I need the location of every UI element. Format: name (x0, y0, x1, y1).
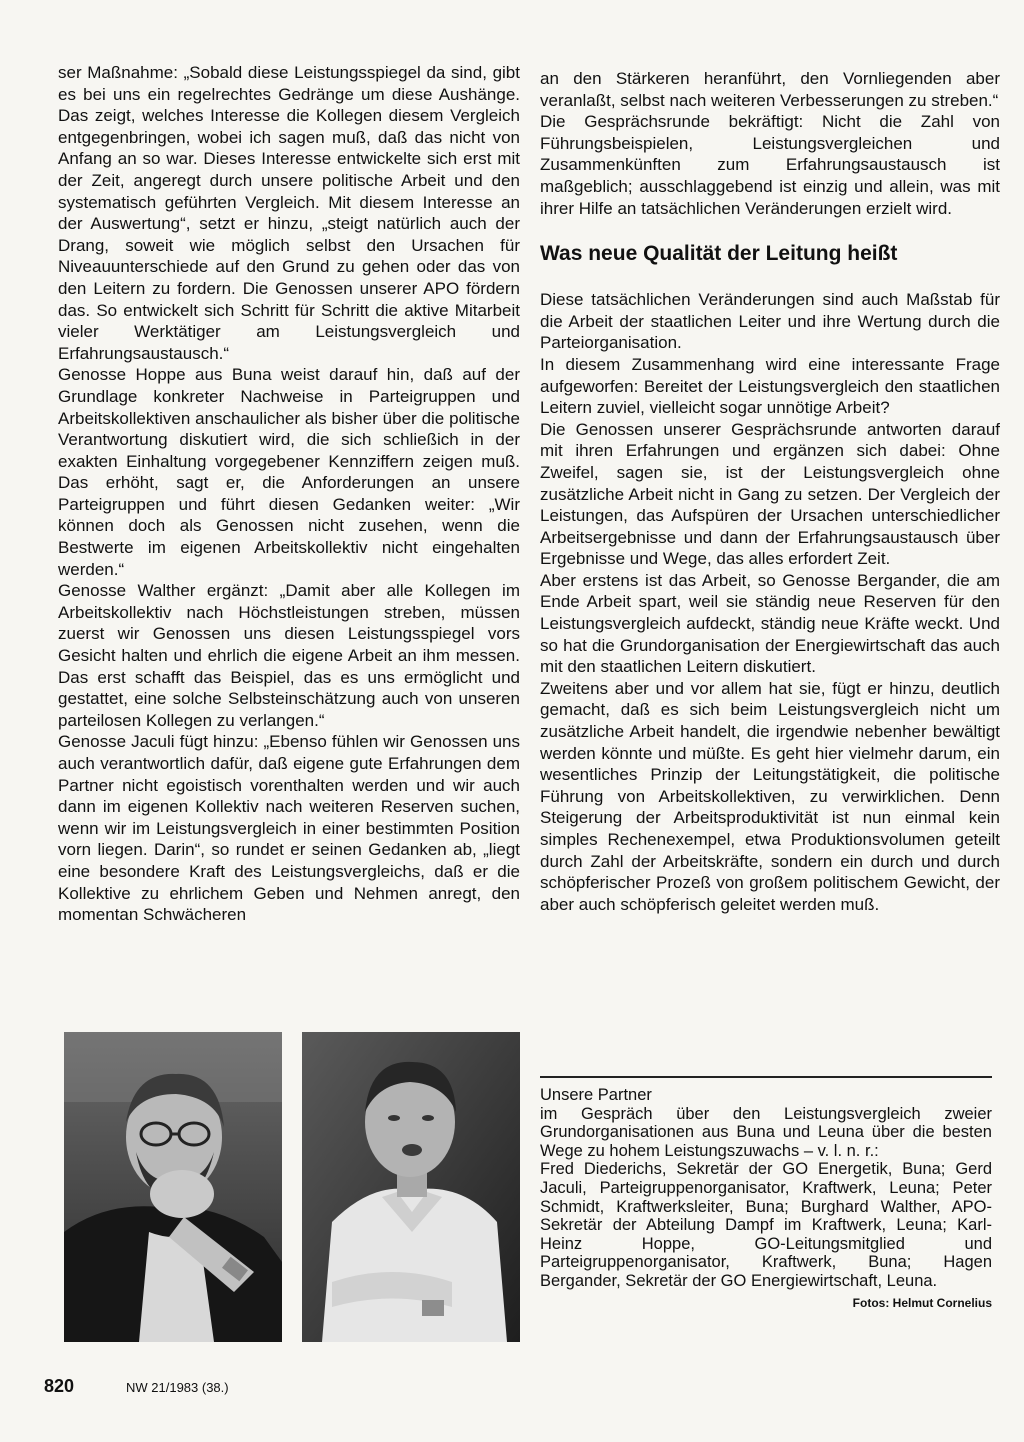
paragraph: Die Gesprächsrunde bekräftigt: Nicht die Zahl von Führungsbeispielen, Leistungsvergleichen und Zusammenkünften zum Erfahrungsaustausch ist maßgeblich; ausschlaggebend ist einzig und allein, was mit ihrer Hilfe an tatsächlichen Veränderungen erzielt wird. (540, 112, 1000, 218)
paragraph: ser Maßnahme: „Sobald diese Leistungsspiegel da sind, gibt es bei uns ein regelrechtes Gedränge um diese Aushänge. Das zeigt, welches Interesse die Kollegen diesem Vergleich entgegenbringen, wobei ich sagen muß, daß das nicht von Anfang an so war. Dieses Interesse entwickelte sich erst mit der Zeit, angeregt durch unsere politische Arbeit und den systematisch geführten Vergleich. Mit diesem Interesse an der Auswertung“, setzt er hinzu, „steigt natürlich auch der Drang, soweit wie möglich selbst den Ursachen für Niveauunterschiede auf den Grund zu gehen oder das von den Leitern zu fordern. Die Genossen unserer APO fördern das. So entwickelt sich Schritt für Schritt die aktive Mitarbeit vieler Werktätiger am Leistungsvergleich und Erfahrungsaustausch.“ (58, 63, 520, 363)
page-number: 820 (44, 1376, 75, 1396)
photo-caption (540, 1086, 992, 1312)
paragraph: Genosse Jaculi fügt hinzu: „Ebenso fühlen wir Genossen uns auch verantwortlich dafür, daß eigene gute Erfahrungen dem Partner nicht egoistisch vorenthalten werden und wir auch dann im eigenen Kollektiv nach weiteren Reserven suchen, wenn wir im Leistungsvergleich in einer bestimmten Position vorn liegen. Darin“, so rundet er seinen Gedanken ab, „liegt eine besondere Kraft des Leistungsvergleichs, daß er die Kollektive zu ehrlichem Geben und Nehmen anregt, den momentan Schwächeren (58, 732, 520, 925)
portrait-photo-right (302, 1032, 520, 1342)
paragraph: Genosse Walther ergänzt: „Damit aber alle Kollegen im Arbeitskollektiv nach Höchstleistungen streben, müssen zuerst wir Genossen uns diesen Leistungsspiegel vors Gesicht halten und ehrlich die eigene Arbeit an ihm messen. Das erst schafft das Beispiel, das es uns ermöglicht und gestattet, eine solche Selbsteinschätzung auch von unseren parteilosen Kollegen zu verlangen.“ (58, 581, 520, 730)
caption-divider (540, 1076, 992, 1078)
paragraph: Zweitens aber und vor allem hat sie, fügt er hinzu, deutlich gemacht, daß es sich beim Leistungsvergleich nicht um zusätzliche Arbeit handelt, die irgendwie nebenher bewältigt werden könnte und müßte. Es geht hier vielmehr darum, ein wesentliches Prinzip der Leitungstätigkeit, die politische Führung von Arbeitskollektiven, zu verwirklichen. Denn Steigerung der Arbeitsproduktivität ist nun einmal kein simples Rechenexempel, etwa Produktionsvolumen geteilt durch Zahl der Arbeitskräfte, sondern ein durch und durch schöpferischer Prozeß von großem politischem Gewicht, der aber auch schöpferisch geleitet werden muß. (540, 678, 1000, 914)
photo-illustration (64, 1032, 282, 1342)
paragraph: Die Genossen unserer Gesprächsrunde antworten darauf mit ihren Erfahrungen und ergänzen sich dabei: Ohne Zweifel, sagen sie, ist der Leistungsvergleich ohne zusätzliche Arbeit nicht in Gang zu setzen. Der Vergleich der Leistungen, das Aufspüren der Ursachen unterschiedlicher Arbeitsergebnisse und dann der Erfahrungsaustausch über Ergebnisse und Wege, das alles erfordert Zeit. (540, 419, 1000, 569)
portrait-photo-left (64, 1032, 282, 1342)
issue-line: NW 21/1983 (38.) (126, 1380, 229, 1395)
paragraph: Diese tatsächlichen Veränderungen sind auch Maßstab für die Arbeit der staatlichen Leiter und ihre Wertung durch die Parteiorganisation. (540, 290, 1000, 353)
right-column (540, 68, 1000, 915)
paragraph: Aber erstens ist das Arbeit, so Genosse Bergander, die am Ende Arbeit spart, weil sie ständig neue Reserven für den Leistungsvergleich aufdeckt, ständig neue Kräfte weckt. Und so hat die Grundorganisation der Energiewirtschaft das auch mit den staatlichen Leitern diskutiert. (540, 570, 1000, 677)
left-column (58, 62, 520, 926)
caption-names (540, 1160, 992, 1310)
section-heading: Was neue Qualität der Leitung heißt (540, 242, 898, 266)
paragraph: Genosse Hoppe aus Buna weist darauf hin, daß auf der Grundlage konkreter Nachweise in Parteigruppen und Arbeitskollektiven anschaulicher als bisher über die politische Verantwortung diskutiert wird, die sich schließich in der exakten Einhaltung vorgegebener Kennziffern zeigen muß. Das erhöht, sagt er, die Anforderungen an unsere Parteigruppen und führt diesen Gedanken weiter: „Wir können doch als Genossen nicht zusehen, wenn die Bestwerte im eigenen Arbeitskollektiv nicht eingehalten werden.“ (58, 365, 520, 579)
paragraph: an den Stärkeren heranführt, den Vornliegenden aber veranlaßt, selbst nach weiteren Verbesserungen zu streben.“ (540, 69, 1000, 110)
photo-credit: Fotos: Helmut Cornelius (852, 1295, 992, 1310)
caption-names-text: Fred Diederichs, Sekretär der GO Energetik, Buna; Gerd Jaculi, Parteigruppenorganisator, Kraftwerk, Leuna; Peter Schmidt, Kraftwerksleiter, Buna; Burghard Walther, APO-Sekretär der Abteilung Dampf im Kraftwerk, Leuna; Karl-Heinz Hoppe, GO-Leitungsmitglied und Parteigruppenorganisator, Kraftwerk, Buna; Hagen Bergander, Sekretär der GO Energiewirtschaft, Leuna. (540, 1160, 992, 1290)
caption-title: Unsere Partner (540, 1086, 652, 1104)
paragraph: In diesem Zusammenhang wird eine interessante Frage aufgeworfen: Bereitet der Leistungsvergleich den staatlichen Leitern zuviel, vielleicht sogar unnötige Arbeit? (540, 354, 1000, 418)
caption-intro: im Gespräch über den Leistungsvergleich zweier Grundorganisationen aus Buna und Leuna über die besten Wege zu hohem Leistungszuwachs – v. l. n. r.: (540, 1104, 992, 1160)
photo-illustration (302, 1032, 520, 1342)
